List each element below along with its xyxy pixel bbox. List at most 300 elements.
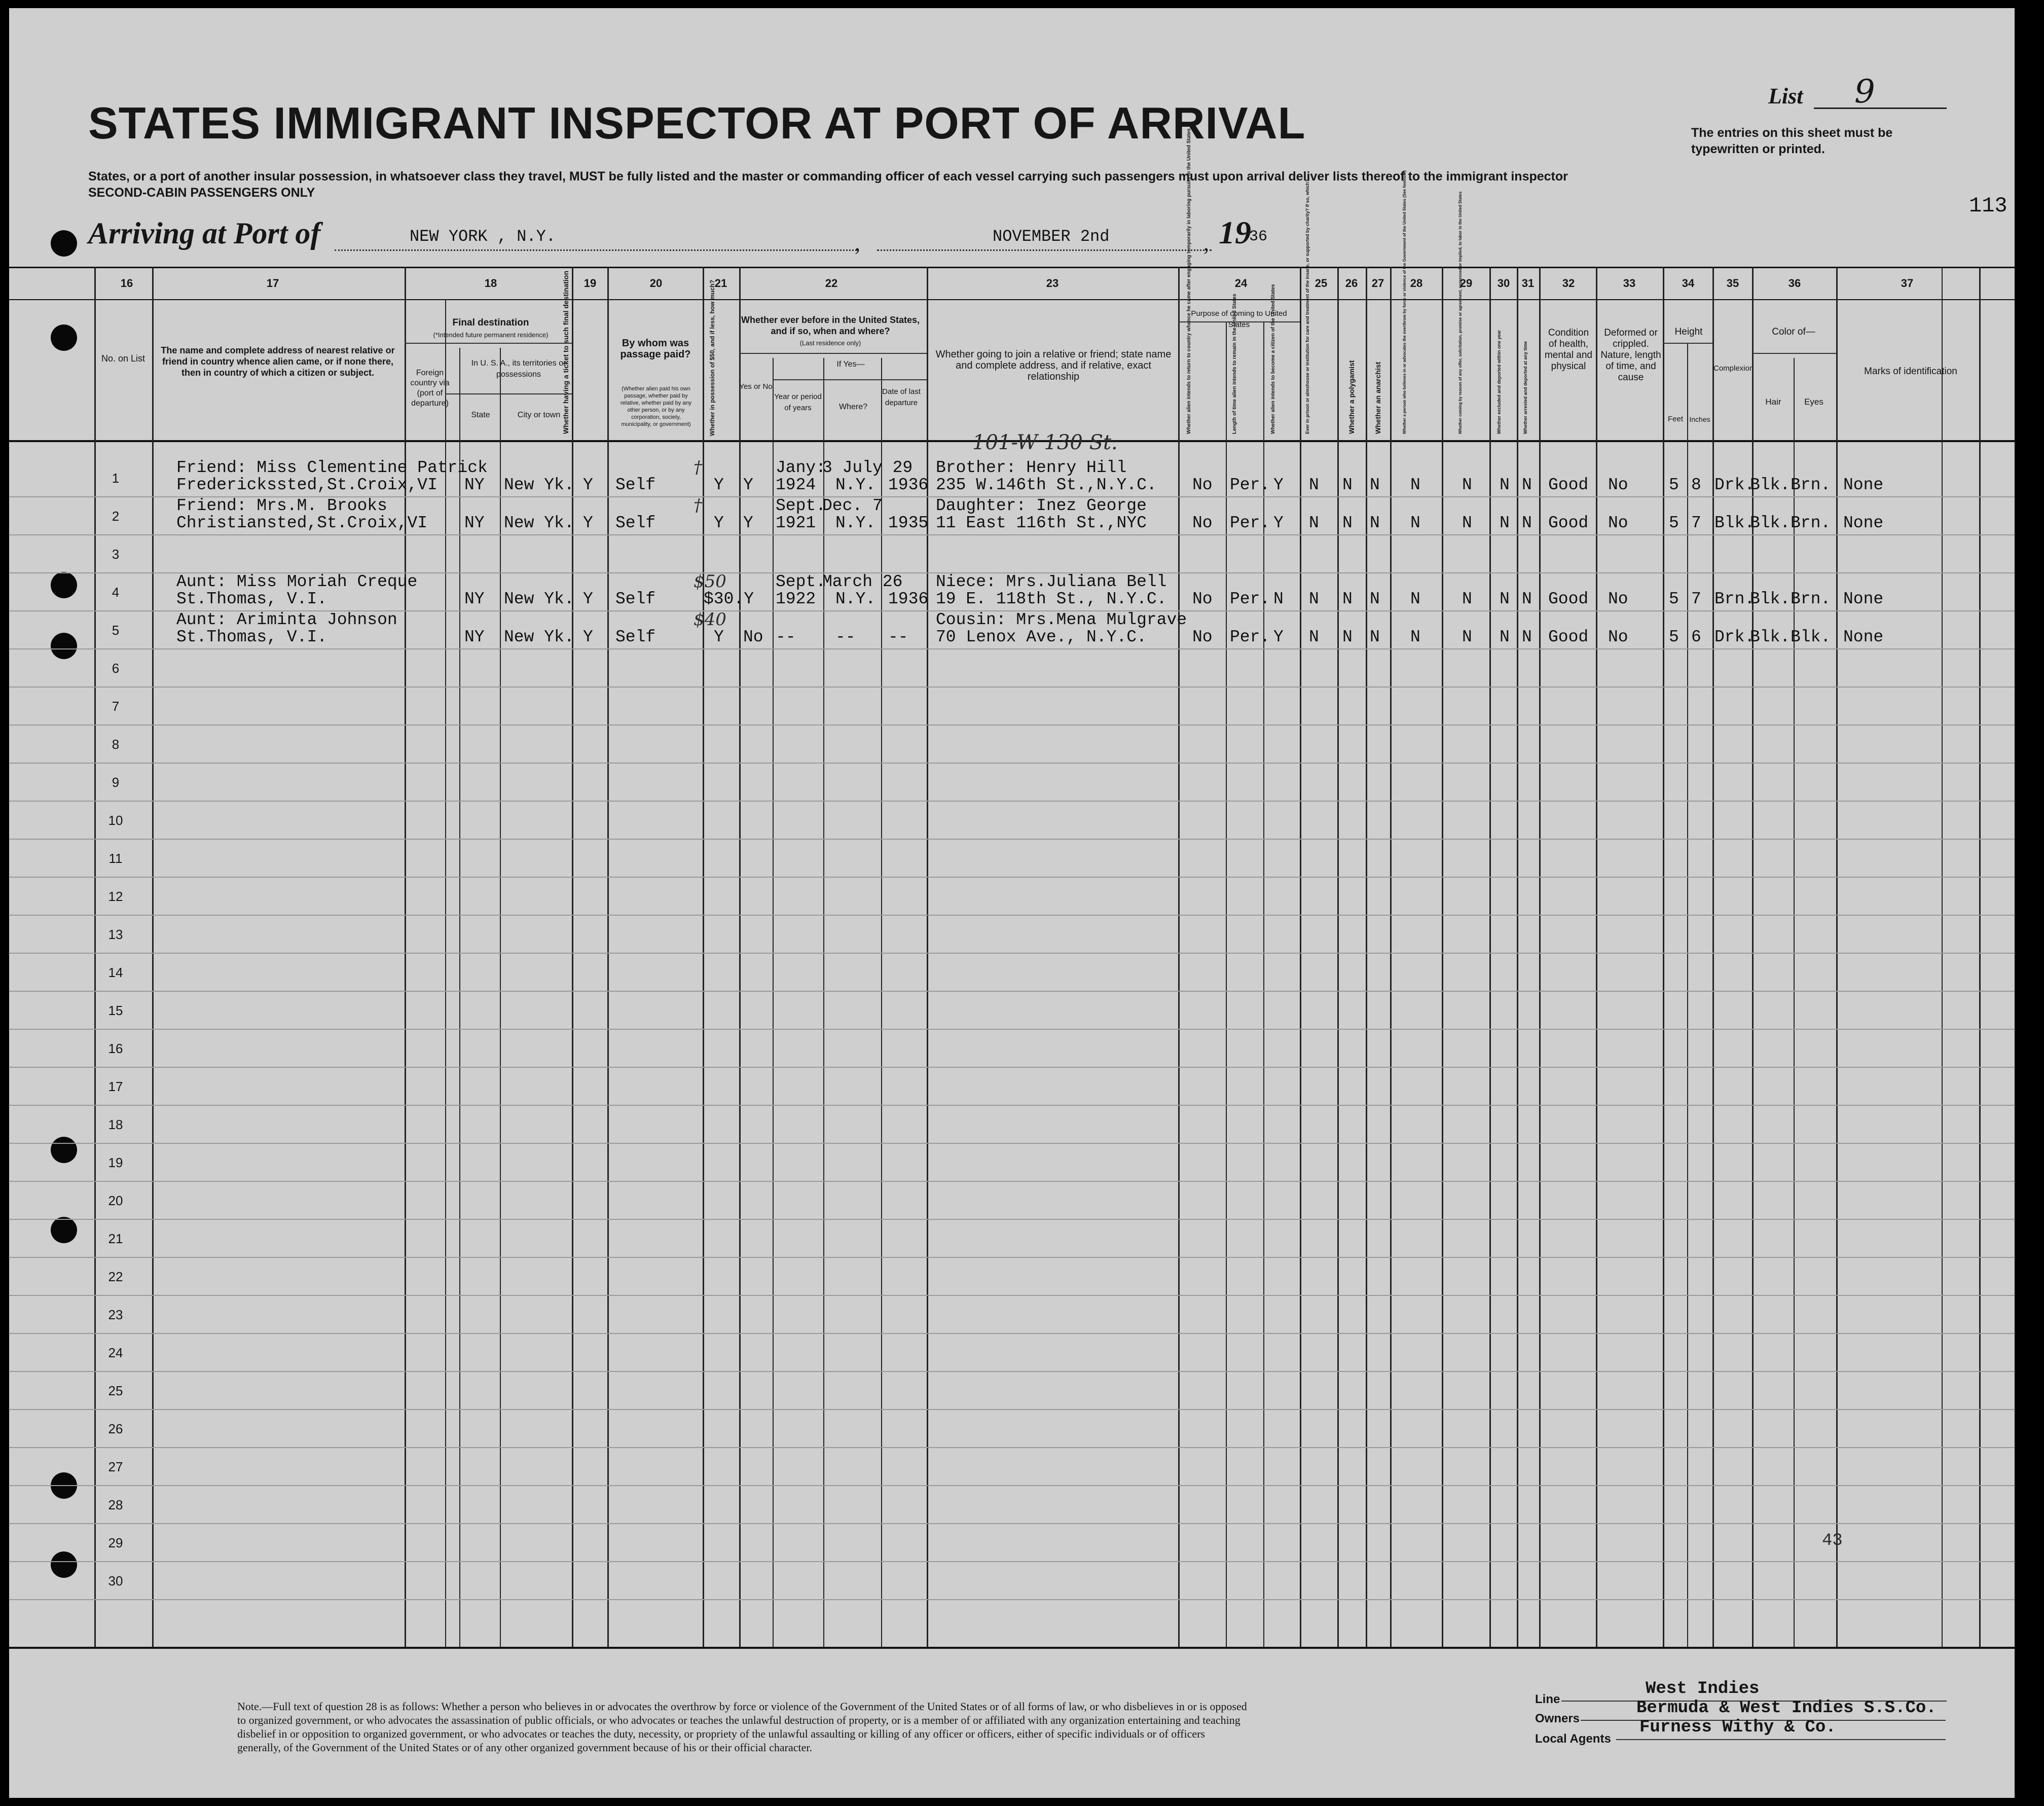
sub-column-divider [500, 348, 501, 1647]
margin-note: 43 [1822, 1531, 1843, 1550]
date-line [877, 249, 1212, 251]
relative-line1: Aunt: Miss Moriah Creque [176, 572, 418, 591]
footnote-q28: Note.—Full text of question 28 is as follows: Whether a person who believes in or advocates the overthrow by force or violence of the Government of the United States or of all forms of law, or who disbelieves in or is opposed to organized government, or who advocates the assassination of public officials, or who advocates or teaches the unlawful destruction of property, or is a member of or affiliated with any organization entertaining and teaching disbelief in or opposition to organized government, or who advocates or teaches the duty, necessity, or propriety of the unlawful assaulting or killing of any officer or officers, either of specific individuals or of officers generally, of the Government of the United States or of any other organized government because of his or their official character. [237, 1700, 1247, 1754]
last-departure: 1935 [888, 514, 929, 532]
excluded-value: N [1500, 514, 1510, 532]
row-rule [9, 1295, 2015, 1296]
column-divider [607, 267, 609, 1647]
complexion-value: Drk. [1714, 476, 1755, 494]
join-line2: 11 East 116th St.,NYC [936, 514, 1147, 532]
column-number: 35 [1726, 277, 1739, 290]
column-number: 24 [1234, 277, 1248, 290]
prison-value: N [1309, 628, 1319, 646]
dest-state: NY [464, 514, 485, 532]
return-value: No [1192, 514, 1213, 532]
relative-line1: Aunt: Ariminta Johnson [176, 610, 397, 629]
before-where2: N.Y. [835, 590, 876, 608]
column-divider [1663, 267, 1664, 1647]
complexion-value: Blk. [1714, 514, 1755, 532]
marks-value: None [1843, 476, 1884, 494]
header-purpose: Purpose of coming to United States [1191, 309, 1287, 329]
length-value: Per. [1230, 476, 1270, 494]
row-number: 2 [112, 509, 120, 524]
arrested-value: N [1522, 628, 1532, 646]
column-divider [1366, 267, 1367, 1647]
ticket-value: Y [583, 590, 593, 608]
class-line: SECOND-CABIN PASSENGERS ONLY [88, 186, 315, 200]
header-sub-rule [445, 393, 572, 394]
hair-value: Blk. [1750, 590, 1791, 608]
row-rule [9, 534, 2015, 535]
hair-value: Blk. [1750, 628, 1791, 646]
page-title: STATES IMMIGRANT INSPECTOR AT PORT OF ARRIVAL [88, 98, 1306, 148]
sub-column-divider [1226, 322, 1227, 1647]
row-rule [9, 763, 2015, 764]
before-year1: Sept. [776, 496, 826, 515]
row-number: 13 [108, 927, 123, 942]
money-value: Y [714, 628, 724, 646]
before-year1: Jany: [776, 458, 826, 477]
before-year2: 1924 [776, 476, 816, 494]
before-yesno: Y [743, 476, 753, 494]
header-polygamist: Whether a polygamist [1347, 360, 1356, 434]
hair-value: Blk. [1750, 476, 1791, 494]
column-number: 30 [1497, 277, 1510, 290]
return-value: No [1192, 476, 1213, 494]
header-final-destination: Final destination [452, 317, 529, 328]
feet-value: 5 [1669, 476, 1679, 494]
overthrow-value: N [1410, 590, 1420, 608]
health-value: Good [1548, 476, 1589, 494]
row-number: 4 [112, 585, 120, 600]
deformed-value: No [1608, 514, 1628, 532]
relative-line1: Friend: Miss Clementine Patrick [176, 458, 488, 477]
header-where: Where? [838, 403, 868, 411]
ticket-value: Y [583, 514, 593, 532]
feet-value: 5 [1669, 514, 1679, 532]
header-in-usa: In U. S. A., its territories or possessions [471, 359, 566, 379]
port-line [335, 249, 857, 251]
column-divider [1712, 267, 1714, 1647]
column-number: 16 [120, 277, 133, 290]
year-prefix: 19 [1219, 214, 1251, 250]
stamp-number: 113 [1969, 194, 2008, 218]
header-yes-no: Yes or No [739, 382, 773, 391]
agents-underline [1616, 1739, 1946, 1740]
column-divider [152, 267, 154, 1647]
header-sub-rule [1663, 343, 1712, 344]
row-rule [9, 1067, 2015, 1068]
hair-value: Blk. [1750, 514, 1791, 532]
punch-hole [51, 324, 77, 351]
handwritten-money: $50 [694, 571, 726, 592]
polygamist-value: N [1342, 590, 1353, 608]
before-year2: 1921 [776, 514, 816, 532]
header-city: City or town [517, 411, 561, 419]
row-number: 9 [112, 775, 120, 790]
join-line2: 235 W.146th St.,N.Y.C. [936, 476, 1157, 494]
row-number: 29 [108, 1535, 123, 1550]
dest-city: New Yk. [504, 514, 574, 532]
row-number: 7 [112, 699, 120, 714]
deformed-value: No [1608, 628, 1628, 646]
offer-value: N [1462, 628, 1472, 646]
entries-note: The entries on this sheet must be typewritten or printed. [1691, 126, 1893, 156]
column-divider [1337, 267, 1339, 1647]
punch-hole [51, 1217, 77, 1243]
row-rule [9, 1029, 2015, 1030]
arrested-value: N [1522, 476, 1532, 494]
column-number: 23 [1046, 277, 1059, 290]
offer-value: N [1462, 590, 1472, 608]
eyes-value: Brn. [1791, 514, 1831, 532]
row-rule [9, 1409, 2015, 1410]
row-rule [9, 1257, 2015, 1258]
header-ticket: Whether having a ticket to such final destination [562, 270, 570, 434]
column-number: 26 [1345, 277, 1358, 290]
anarchist-value: N [1370, 590, 1380, 608]
polygamist-value: N [1342, 628, 1353, 646]
row-number: 17 [108, 1079, 123, 1094]
eyes-value: Blk. [1791, 628, 1831, 646]
dest-city: New Yk. [504, 628, 574, 646]
header-sub-rule [773, 379, 927, 380]
row-number: 19 [108, 1155, 123, 1170]
row-number: 15 [108, 1003, 123, 1018]
deformed-value: No [1608, 590, 1628, 608]
column-divider [1979, 267, 1981, 1647]
money-value: Y [714, 514, 724, 532]
line-label: Line [1535, 1692, 1560, 1706]
list-number: 9 [1854, 73, 1875, 111]
inches-value: 6 [1691, 628, 1701, 646]
header-sub-rule [405, 343, 572, 344]
header-final-destination-sub: (*Intended future permanent residence) [433, 331, 549, 339]
header-overthrow: Whether a person who believes in or advocates the overthrow by force or violence of the Government of the United States (See footnote) [1402, 170, 1407, 434]
last-departure: 1936 [888, 476, 929, 494]
before-where1: Dec. 7 [822, 496, 883, 515]
header-hair: Hair [1765, 397, 1781, 407]
header-state: State [471, 411, 490, 419]
money-value: $30.Y [704, 590, 754, 608]
row-rule [9, 687, 2015, 688]
marks-value: None [1843, 628, 1884, 646]
column-number: 27 [1371, 277, 1384, 290]
arrested-value: N [1522, 590, 1532, 608]
row-number: 24 [108, 1345, 123, 1360]
length-value: Per. [1230, 514, 1270, 532]
row-number: 16 [108, 1041, 123, 1056]
overthrow-value: N [1410, 628, 1420, 646]
row-rule [9, 801, 2015, 802]
prison-value: N [1309, 590, 1319, 608]
citizen-value: N [1273, 590, 1284, 608]
punch-hole [51, 1137, 77, 1163]
sub-column-divider [823, 358, 824, 1647]
row-rule [9, 1371, 2015, 1372]
column-divider [1300, 267, 1301, 1647]
column-number: 22 [825, 277, 838, 290]
column-number: 36 [1788, 277, 1801, 290]
marks-value: None [1843, 590, 1884, 608]
column-number: 37 [1901, 277, 1914, 290]
row-number: 11 [108, 851, 123, 866]
before-where1: March 26 [822, 572, 903, 591]
column-divider [739, 267, 741, 1647]
feet-value: 5 [1669, 590, 1679, 608]
relative-line1: Friend: Mrs.M. Brooks [176, 496, 387, 515]
deformed-value: No [1608, 476, 1628, 494]
relative-line2: St.Thomas, V.I. [176, 590, 327, 608]
ticket-value: Y [583, 628, 593, 646]
row-number: 23 [108, 1307, 123, 1322]
eyes-value: Brn. [1791, 476, 1831, 494]
row-rule [9, 1105, 2015, 1106]
header-inches: Inches [1689, 415, 1710, 423]
row-rule [9, 1143, 2015, 1144]
complexion-value: Drk. [1714, 628, 1755, 646]
inches-value: 7 [1691, 590, 1701, 608]
header-no-on-list: No. on List [101, 353, 145, 364]
manifest-sheet [9, 8, 2015, 1798]
column-number: 19 [583, 277, 597, 290]
header-purpose-return: Whether alien intends to return to country whence he came after engaging temporarily in laboring pursuits in the United States [1186, 128, 1192, 434]
column-number: 33 [1623, 277, 1636, 290]
owners-value: Bermuda & West Indies S.S.Co. [1636, 1699, 1937, 1718]
header-purpose-length: Length of time alien intends to remain in the United States [1232, 294, 1237, 434]
punch-hole [51, 1551, 77, 1578]
relative-line2: Frederickssted,St.Croix,VI [176, 476, 437, 494]
column-divider [1596, 267, 1597, 1647]
polygamist-value: N [1342, 514, 1353, 532]
column-number: 28 [1410, 277, 1423, 290]
column-divider [572, 267, 573, 1647]
row-number: 12 [108, 889, 123, 904]
prison-value: N [1309, 514, 1319, 532]
join-line2: 70 Lenox Ave., N.Y.C. [936, 628, 1147, 646]
sub-column-divider [1687, 343, 1688, 1647]
instruction-text: States, or a port of another insular possession, in whatsoever class they travel, MUST be fully listed and the master or commanding officer of each vessel carrying such passengers must upon arrival deliver lists thereof to the immigrant inspector [88, 169, 1568, 184]
header-ever-before: Whether ever before in the United States, and if so, when and where? [741, 315, 920, 336]
header-excluded: Whether excluded and deported within one year [1496, 330, 1502, 434]
arrested-value: N [1522, 514, 1532, 532]
before-where1: 3 July 29 [822, 458, 913, 477]
money-value: Y [714, 476, 724, 494]
row-number: 6 [112, 661, 120, 676]
overthrow-value: N [1410, 514, 1420, 532]
row-number: 14 [108, 965, 123, 980]
relative-line2: St.Thomas, V.I. [176, 628, 327, 646]
row-number: 1 [112, 471, 120, 486]
header-money: Whether in possession of $50, and if less, how much? [709, 279, 716, 436]
sub-column-divider [1794, 358, 1795, 1647]
year-suffix: 36 [1249, 228, 1268, 245]
handwritten-money: † [694, 495, 702, 516]
health-value: Good [1548, 628, 1589, 646]
header-sub-rule [1752, 353, 1836, 354]
feet-value: 5 [1669, 628, 1679, 646]
column-number: 18 [484, 277, 497, 290]
join-line2: 19 E. 118th St., N.Y.C. [936, 590, 1167, 608]
inches-value: 7 [1691, 514, 1701, 532]
sub-column-divider [445, 299, 446, 1647]
header-eyes: Eyes [1804, 397, 1823, 407]
handwritten-money: † [694, 457, 702, 478]
header-offer: Whether coming by reason of any offer, solicitation, promise or agreement, expressed or implied, to labor in the United States [1458, 191, 1463, 434]
header-deformed: Deformed or crippled. Nature, length of time, and cause [1600, 328, 1661, 383]
return-value: No [1192, 590, 1213, 608]
marks-value: None [1843, 514, 1884, 532]
citizen-value: Y [1273, 628, 1284, 646]
row-rule [9, 1181, 2015, 1182]
row-rule [9, 648, 2015, 649]
punch-hole [51, 633, 77, 659]
header-foreign-country: Foreign country via (port of departure) [410, 369, 450, 408]
header-ever-before-sub: (Last residence only) [799, 339, 861, 347]
arriving-label: Arriving at Port of [88, 216, 321, 250]
punch-hole [51, 572, 77, 598]
before-where2: N.Y. [835, 476, 876, 494]
relative-line2: Christiansted,St.Croix,VI [176, 514, 428, 532]
header-complexion: Complexion [1713, 364, 1754, 373]
excluded-value: N [1500, 628, 1510, 646]
column-divider [1442, 267, 1443, 1647]
list-label: List [1768, 84, 1803, 109]
table-bottom-rule [9, 1647, 2015, 1649]
dest-state: NY [464, 628, 485, 646]
row-rule [9, 877, 2015, 878]
before-year2: 1922 [776, 590, 816, 608]
before-where2: -- [835, 628, 856, 646]
complexion-value: Brn. [1714, 590, 1755, 608]
before-year1: Sept. [776, 572, 826, 591]
column-number: 20 [649, 277, 663, 290]
column-number: 34 [1682, 277, 1695, 290]
header-height: Height [1674, 327, 1703, 337]
before-yesno: Y [743, 514, 753, 532]
column-divider [1836, 267, 1838, 1647]
row-number: 8 [112, 737, 120, 752]
row-number: 26 [108, 1421, 123, 1436]
sub-column-divider [459, 348, 460, 1647]
header-join-relative: Whether going to join a relative or friend; state name and complete address, and if relative, exact relationship [935, 349, 1172, 382]
header-last-departure: Date of last departure [882, 387, 921, 407]
comma-separator: , [855, 231, 860, 256]
row-rule [9, 1447, 2015, 1448]
row-number: 5 [112, 623, 120, 638]
anarchist-value: N [1370, 514, 1380, 532]
port-value: NEW YORK , N.Y. [410, 227, 556, 246]
line-value: West Indies [1646, 1679, 1760, 1699]
join-line1: Brother: Henry Hill [936, 458, 1127, 477]
row-number: 21 [108, 1231, 123, 1246]
column-divider [1178, 267, 1180, 1647]
column-number: 21 [714, 277, 727, 290]
row-rule [9, 1561, 2015, 1562]
sub-column-divider [773, 358, 774, 1647]
column-number: 29 [1459, 277, 1473, 290]
handwritten-address: 101-W 130 St. [972, 431, 1118, 454]
last-departure: -- [888, 628, 908, 646]
eyes-value: Brn. [1791, 590, 1831, 608]
anarchist-value: N [1370, 476, 1380, 494]
header-year-period: Year or period of years [774, 392, 822, 412]
row-number: 20 [108, 1193, 123, 1208]
dest-state: NY [464, 476, 485, 494]
column-number: 17 [266, 277, 279, 290]
health-value: Good [1548, 590, 1589, 608]
column-number: 32 [1562, 277, 1575, 290]
header-feet: Feet [1667, 415, 1683, 423]
row-rule [9, 725, 2015, 726]
row-number: 22 [108, 1269, 123, 1284]
column-divider [94, 267, 96, 1647]
excluded-value: N [1500, 476, 1510, 494]
column-divider [1517, 267, 1518, 1647]
join-line1: Niece: Mrs.Juliana Bell [936, 572, 1167, 591]
list-underline [1814, 107, 1947, 109]
excluded-value: N [1500, 590, 1510, 608]
row-number: 30 [108, 1573, 123, 1588]
row-number: 27 [108, 1459, 123, 1474]
header-nearest-relative: The name and complete address of nearest relative or friend in country whence alien came, or if none there, then in country of which a citizen or subject. [161, 345, 395, 378]
anarchist-value: N [1370, 628, 1380, 646]
length-value: Per. [1230, 628, 1270, 646]
before-year2: -- [776, 628, 796, 646]
paid-by: Self [615, 590, 656, 608]
row-number: 25 [108, 1383, 123, 1398]
date-value: NOVEMBER 2nd [993, 227, 1110, 246]
handwritten-money: $40 [694, 609, 726, 630]
column-divider [1539, 267, 1541, 1647]
dest-state: NY [464, 590, 485, 608]
row-number: 10 [108, 813, 123, 828]
citizen-value: Y [1273, 476, 1284, 494]
header-color-of: Color of— [1772, 327, 1815, 337]
sub-column-divider [881, 358, 882, 1647]
paid-by: Self [615, 628, 656, 646]
column-number: 31 [1521, 277, 1535, 290]
health-value: Good [1548, 514, 1589, 532]
before-yesno: No [743, 628, 763, 646]
header-health: Condition of health, mental and physical [1544, 328, 1592, 372]
dest-city: New Yk. [504, 590, 574, 608]
header-if-yes: If Yes— [836, 360, 865, 369]
dest-city: New Yk. [504, 476, 574, 494]
comma-separator: , [1203, 231, 1209, 256]
column-divider [1752, 267, 1754, 1647]
column-divider [703, 267, 704, 1647]
column-divider [1390, 267, 1392, 1647]
row-rule [9, 1333, 2015, 1334]
return-value: No [1192, 628, 1213, 646]
header-sub-rule [1178, 321, 1300, 322]
agents-label: Local Agents [1535, 1732, 1611, 1746]
offer-value: N [1462, 514, 1472, 532]
overthrow-value: N [1410, 476, 1420, 494]
citizen-value: Y [1273, 514, 1284, 532]
header-sub-rule [739, 353, 927, 354]
row-rule [9, 1219, 2015, 1220]
row-rule [9, 839, 2015, 840]
offer-value: N [1462, 476, 1472, 494]
join-line1: Daughter: Inez George [936, 496, 1147, 515]
header-passage-paid: By whom was passage paid? [620, 338, 691, 360]
column-divider [927, 267, 928, 1647]
paid-by: Self [615, 514, 656, 532]
row-rule [9, 991, 2015, 992]
header-prison: Ever in prison or almshouse or institution for care and treatment of the insane, or supported by charity? If so, which? [1305, 179, 1310, 434]
